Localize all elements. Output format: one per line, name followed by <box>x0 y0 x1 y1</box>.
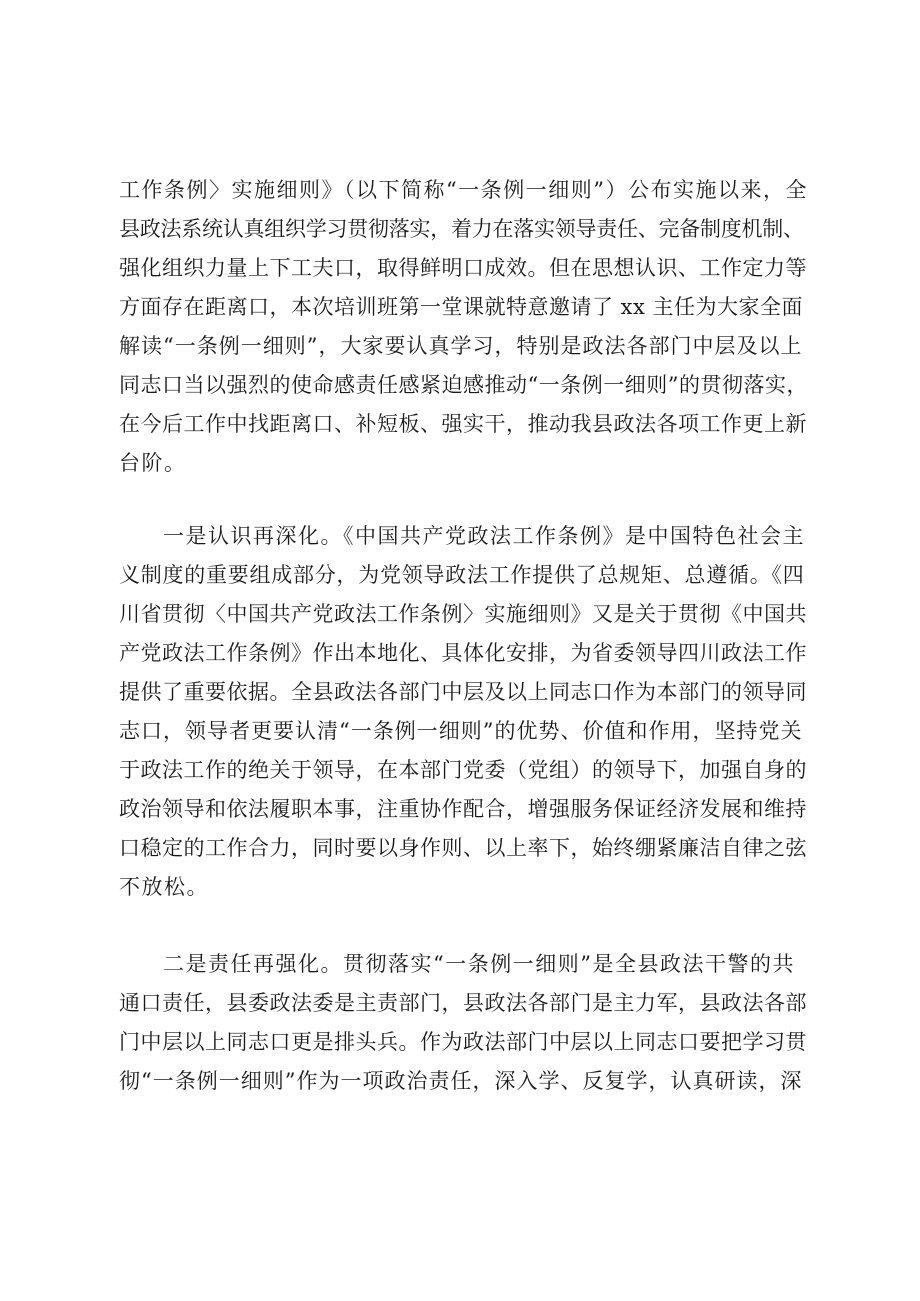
text-line: 不放松。 <box>119 875 209 899</box>
text-line: 在今后工作中找距离口、补短板、强实干，推动我县政法各项工作更上新 <box>119 412 807 436</box>
text-line: 解读“一条例一细则”，大家要认真学习，特别是政法各部门中层及以上 <box>119 334 803 358</box>
text-line: 川省贯彻〈中国共产党政法工作条例〉实施细则》又是关于贯彻《中国共 <box>119 602 807 626</box>
text-line: 县政法系统认真组织学习贯彻落实，着力在落实领导责任、完备制度机制、 <box>119 217 804 241</box>
text-line: 方面存在距离口，本次培训班第一堂课就特意邀请了 xx 主任为大家全面 <box>119 295 804 319</box>
text-line: 义制度的重要组成部分，为党领导政法工作提供了总规矩、总遵循。《四 <box>119 563 805 587</box>
text-line: 一是认识再深化。《中国共产党政法工作条例》是中国特色社会主 <box>163 524 805 548</box>
text-line: 同志口当以强烈的使命感责任感紧迫感推动“一条例一细则”的贯彻落实， <box>119 373 808 397</box>
text-line: 口稳定的工作合力，同时要以身作则、以上率下，始终绷紧廉洁自律之弦 <box>119 836 807 860</box>
text-line: 提供了重要依据。全县政法各部门中层及以上同志口作为本部门的领导同 <box>119 680 807 704</box>
paragraph-responsibility <box>119 945 809 1101</box>
text-line: 政治领导和依法履职本事，注重协作配合，增强服务保证经济发展和维持 <box>119 797 807 821</box>
text-line: 二是责任再强化。贯彻落实“一条例一细则”是全县政法干警的共 <box>163 952 795 976</box>
text-line: 于政法工作的绝关于领导，在本部门党委（党组）的领导下，加强自身的 <box>119 758 807 782</box>
text-line: 台阶。 <box>119 451 187 475</box>
text-line: 通口责任，县委政法委是主责部门，县政法各部门是主力军，县政法各部 <box>119 991 807 1015</box>
text-line: 志口，领导者更要认清“一条例一细则”的优势、价值和作用，坚持党关 <box>119 719 803 743</box>
text-line: 强化组织力量上下工夫口，取得鲜明口成效。但在思想认识、工作定力等 <box>119 256 807 280</box>
text-line: 门中层以上同志口更是排头兵。作为政法部门中层以上同志口要把学习贯 <box>119 1030 807 1054</box>
text-line: 工作条例〉实施细则》（以下简称“一条例一细则”）公布实施以来，全 <box>119 178 808 202</box>
paragraph-continuation <box>119 171 809 483</box>
text-line: 产党政法工作条例》作出本地化、具体化安排，为省委领导四川政法工作 <box>119 641 807 665</box>
text-line: 彻“一条例一细则”作为一项政治责任，深入学、反复学，认真研读，深 <box>119 1069 803 1093</box>
paragraph-understanding <box>119 517 809 907</box>
